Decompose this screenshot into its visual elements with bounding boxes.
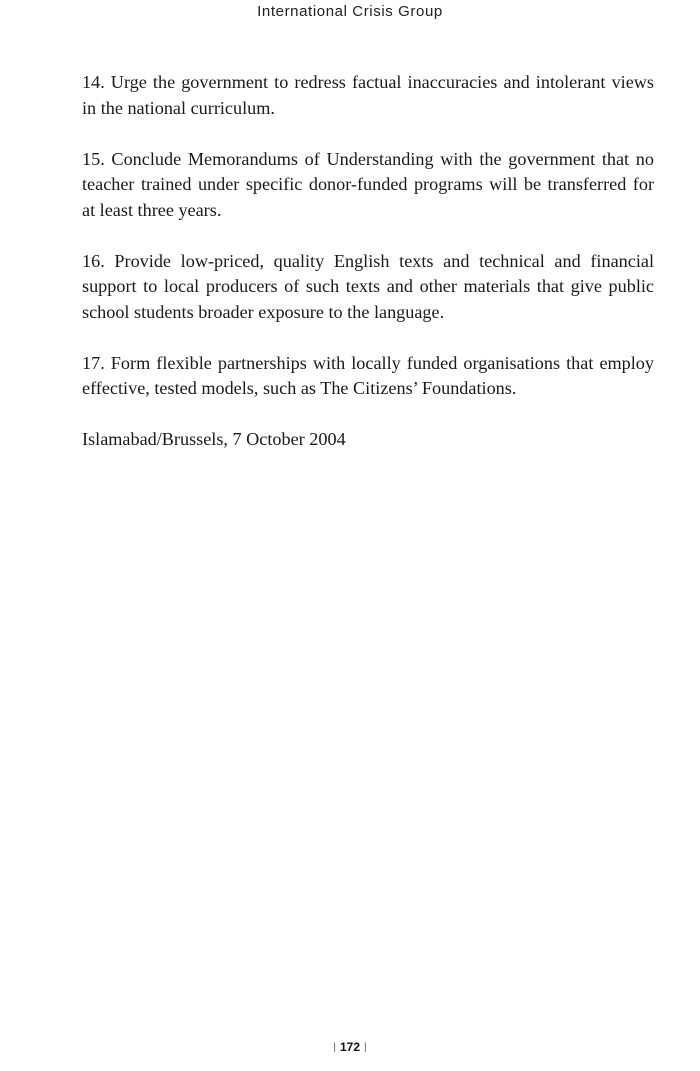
recommendation-17: 17. Form flexible partnerships with locally funded organisations that employ effective, tested models, such as The Citizens’ Foundations. <box>82 352 654 398</box>
footer-divider-left: | <box>333 1042 336 1053</box>
document-body <box>82 70 654 478</box>
running-header: International Crisis Group <box>257 3 443 20</box>
page-footer <box>0 1040 700 1054</box>
page-number: 172 <box>339 1040 361 1054</box>
recommendation-15: 15. Conclude Memorandums of Understanding with the government that no teacher trained under specific donor-funded programs will be transferred for at least three years. <box>82 148 654 220</box>
footer-divider-right: | <box>364 1042 367 1053</box>
recommendation-14: 14. Urge the government to redress factual inaccuracies and intolerant views in the national curriculum. <box>82 72 654 118</box>
recommendation-16: 16. Provide low-priced, quality English texts and technical and financial support to local producers of such texts and other materials that give public school students broader exposure to the language. <box>82 250 654 322</box>
place-date-signoff: Islamabad/Brussels, 7 October 2004 <box>82 429 346 449</box>
